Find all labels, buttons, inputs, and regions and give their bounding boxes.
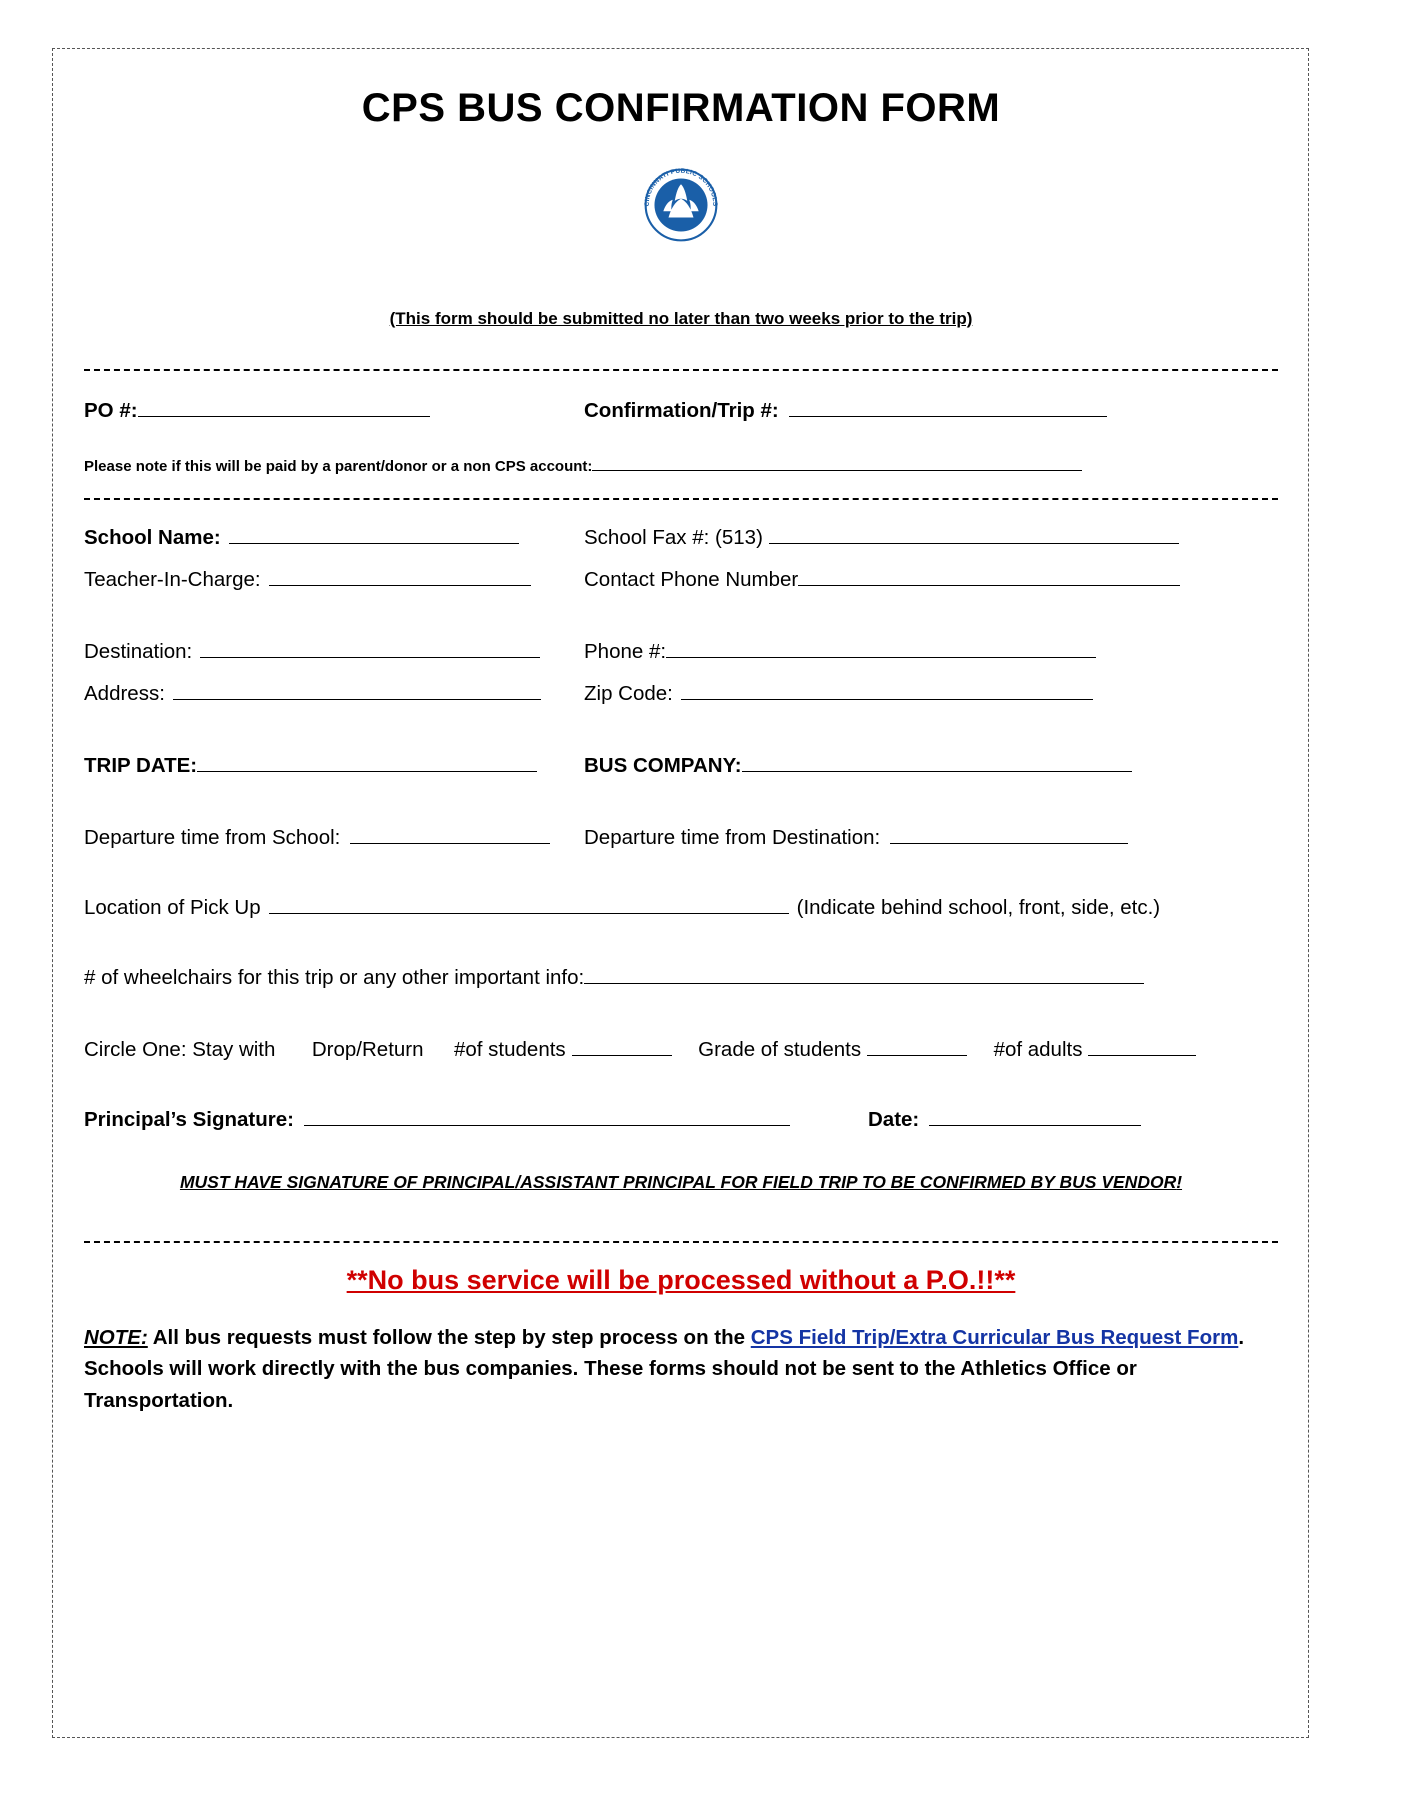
num-students-label: #of students <box>453 1038 566 1062</box>
footer-text-2: . Schools will work directly with the bus companies. These forms should not be sent to the Athletics Office or Transportation. <box>84 1326 1245 1412</box>
trip-date-row <box>84 754 1278 778</box>
pickup-location-input[interactable] <box>269 898 789 914</box>
payment-note-row <box>84 455 1278 476</box>
submission-deadline-note: (This form should be submitted no later than two weeks prior to the trip) <box>389 309 973 328</box>
divider-second <box>84 498 1278 500</box>
teacher-row <box>84 568 1278 592</box>
destination-input[interactable] <box>200 642 540 658</box>
trip-date-input[interactable] <box>197 756 537 772</box>
phone-input[interactable] <box>666 642 1096 658</box>
trip-date-label: TRIP DATE: <box>84 754 198 778</box>
payment-note-input[interactable] <box>592 455 1082 471</box>
departure-school-label: Departure time from School: <box>84 826 341 850</box>
divider-bottom <box>84 1241 1278 1243</box>
payment-note-label: Please note if this will be paid by a parent/donor or a non CPS account: <box>84 458 593 476</box>
address-input[interactable] <box>173 684 541 700</box>
phone-label: Phone #: <box>584 640 667 664</box>
num-students-input[interactable] <box>572 1040 672 1056</box>
po-number-input[interactable] <box>138 401 430 417</box>
drop-return-option[interactable]: Drop/Return <box>311 1038 424 1062</box>
school-name-label: School Name: <box>84 526 221 550</box>
date-input[interactable] <box>929 1110 1141 1126</box>
num-adults-input[interactable] <box>1088 1040 1196 1056</box>
date-label: Date: <box>868 1108 920 1132</box>
zip-code-label: Zip Code: <box>584 682 673 706</box>
contact-phone-input[interactable] <box>798 570 1180 586</box>
zip-code-input[interactable] <box>681 684 1093 700</box>
confirmation-trip-input[interactable] <box>789 401 1107 417</box>
grade-students-input[interactable] <box>867 1040 967 1056</box>
logo-ring-text: CINCINNATI PUBLIC SCHOOLS <box>643 167 719 207</box>
no-po-notice: **No bus service will be processed without a P.O.!!** <box>346 1265 1016 1296</box>
footer-text-1: All bus requests must follow the step by step process on the <box>147 1326 751 1350</box>
logo-container <box>84 153 1278 257</box>
bus-company-input[interactable] <box>742 756 1132 772</box>
school-fax-label: School Fax #: (513) <box>584 526 763 550</box>
cincinnati-public-schools-logo-icon <box>629 153 733 257</box>
wheelchairs-label: # of wheelchairs for this trip or any other important info: <box>84 966 585 990</box>
po-number-label: PO #: <box>84 399 138 422</box>
teacher-in-charge-input[interactable] <box>269 570 531 586</box>
circle-one-label: Circle One: Stay with <box>84 1038 276 1062</box>
confirmation-trip-label: Confirmation/Trip #: <box>584 399 779 422</box>
bus-company-label: BUS COMPANY: <box>584 754 742 778</box>
pickup-location-label: Location of Pick Up <box>84 896 261 920</box>
po-row <box>84 399 1278 423</box>
destination-row <box>84 640 1278 664</box>
signature-requirement-notice <box>84 1172 1278 1193</box>
footer-note <box>84 1322 1278 1415</box>
signature-requirement-text: MUST HAVE SIGNATURE OF PRINCIPAL/ASSISTANT PRINCIPAL FOR FIELD TRIP TO BE CONFIRMED BY BUS VENDOR <box>179 1172 1177 1193</box>
grade-students-label: Grade of students <box>698 1038 862 1062</box>
circle-one-row <box>84 1038 1278 1062</box>
school-fax-input[interactable] <box>769 528 1179 544</box>
departure-destination-input[interactable] <box>890 828 1128 844</box>
departure-school-input[interactable] <box>350 828 550 844</box>
principal-signature-input[interactable] <box>304 1110 790 1126</box>
address-label: Address: <box>84 682 165 706</box>
principal-signature-label: Principal’s Signature: <box>84 1108 294 1132</box>
divider-top <box>84 369 1278 371</box>
teacher-in-charge-label: Teacher-In-Charge: <box>84 568 261 592</box>
num-adults-label: #of adults <box>993 1038 1083 1062</box>
contact-phone-label: Contact Phone Number <box>584 568 799 592</box>
school-name-input[interactable] <box>229 528 519 544</box>
footer-note-label: NOTE: <box>84 1326 148 1350</box>
wheelchairs-input[interactable] <box>584 968 1144 984</box>
pickup-row <box>84 896 1278 920</box>
departure-row <box>84 826 1278 850</box>
address-row <box>84 682 1278 706</box>
signature-requirement-suffix: ! <box>1176 1172 1183 1193</box>
pickup-hint: (Indicate behind school, front, side, etc.) <box>796 896 1161 920</box>
school-row <box>84 526 1278 550</box>
wheelchairs-row <box>84 966 1278 990</box>
departure-destination-label: Departure time from Destination: <box>584 826 881 850</box>
page-title: CPS BUS CONFIRMATION FORM <box>361 86 1001 130</box>
form-content <box>84 68 1278 1416</box>
signature-row <box>84 1108 1278 1132</box>
destination-label: Destination: <box>84 640 193 664</box>
cps-field-trip-form-link[interactable]: CPS Field Trip/Extra Curricular Bus Request Form <box>750 1326 1239 1350</box>
